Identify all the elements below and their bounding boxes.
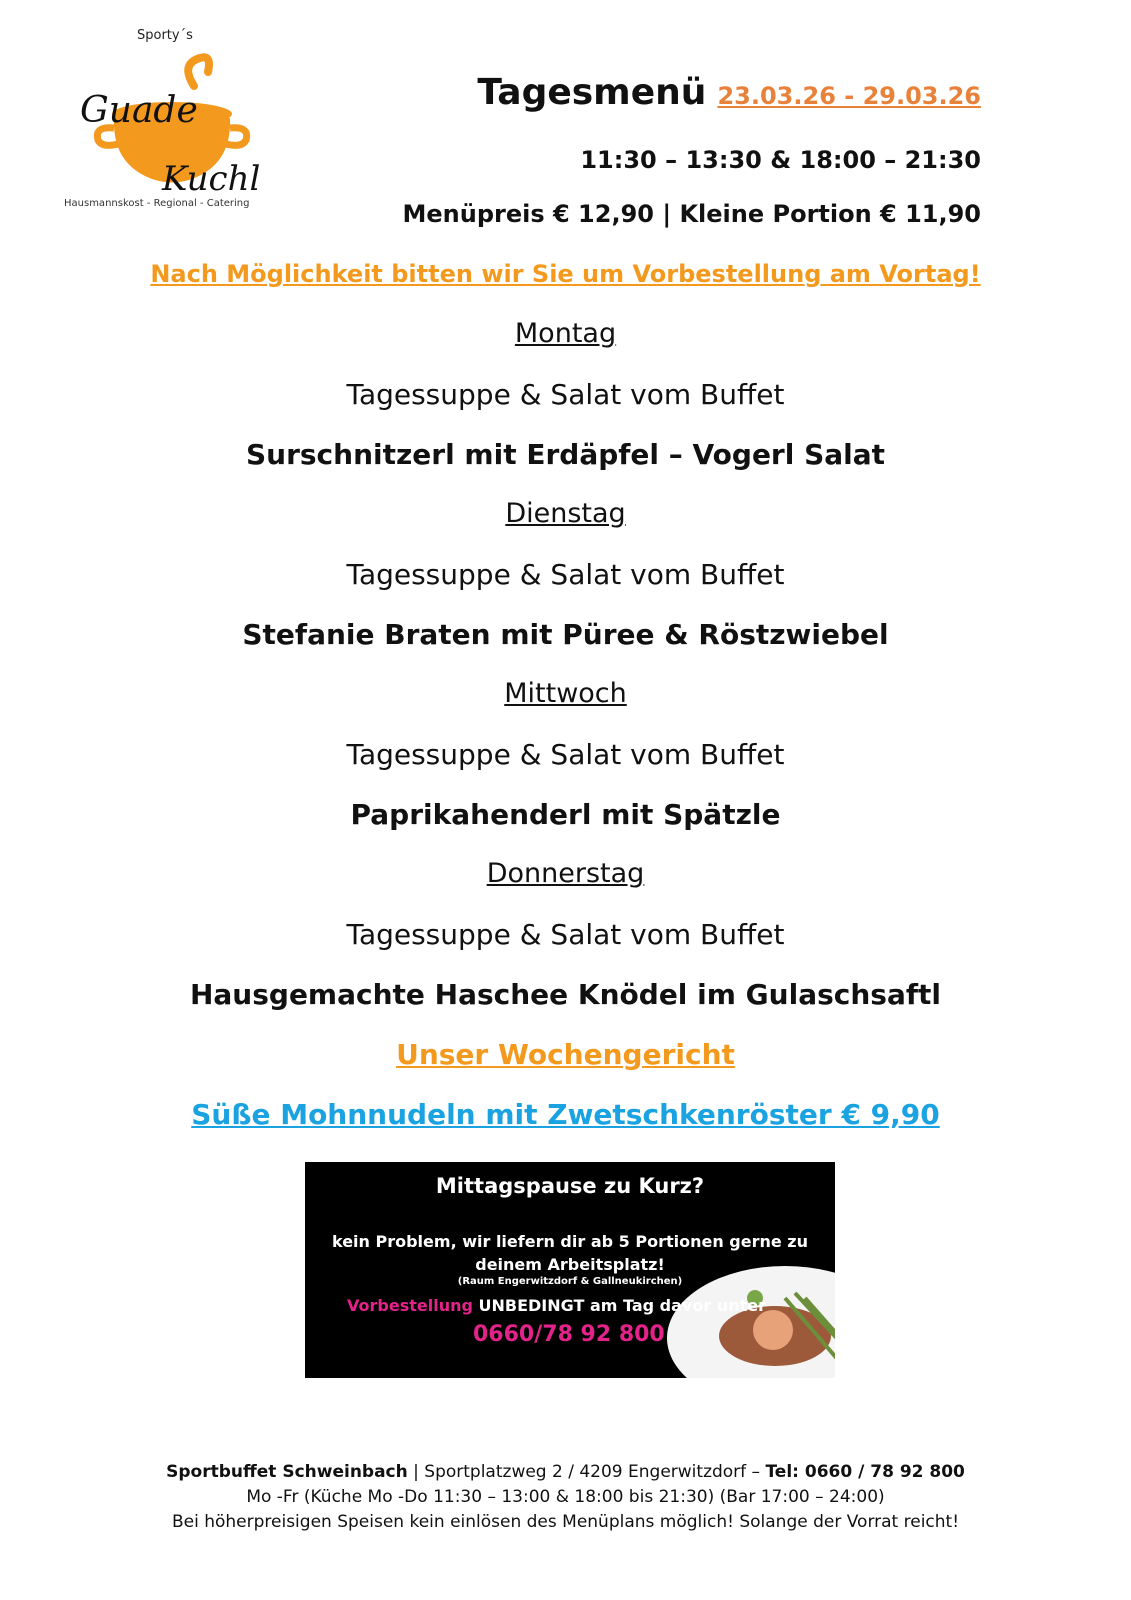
weekly-dish: Süße Mohnnudeln mit Zwetschkenröster € 9,90 <box>191 1098 940 1131</box>
footer-address: | Sportplatzweg 2 / 4209 Engerwitzdorf – <box>407 1462 766 1482</box>
logo-kuchl: Kuchl <box>162 159 261 194</box>
logo-tagline: Hausmannskost - Regional - Catering <box>64 198 250 209</box>
footer-line1 <box>0 1462 1131 1482</box>
day-heading: Mittwoch <box>504 678 627 709</box>
date-range: 23.03.26 - 29.03.26 <box>717 82 981 110</box>
day-soup: Tagessuppe & Salat vom Buffet <box>346 918 785 951</box>
banner-order-word: Vorbestellung <box>347 1296 473 1315</box>
banner-phone: 0660/78 92 800 <box>473 1322 665 1347</box>
cooking-pot-icon <box>62 44 267 194</box>
footer-line2: Mo -Fr (Küche Mo -Do 11:30 – 13:00 & 18:00 bis 21:30) (Bar 17:00 – 24:00) <box>246 1487 885 1507</box>
banner-order-rest: UNBEDINGT am Tag davor unter <box>472 1296 766 1315</box>
header-title-row <box>477 72 981 113</box>
day-soup: Tagessuppe & Salat vom Buffet <box>346 738 785 771</box>
banner-line2: deinem Arbeitsplatz! <box>475 1255 665 1274</box>
day-dish: Stefanie Braten mit Püree & Röstzwiebel <box>242 618 889 651</box>
day-heading: Dienstag <box>505 498 626 529</box>
banner-order-line <box>347 1296 766 1315</box>
menu-price: Menüpreis € 12,90 | Kleine Portion € 11,90 <box>402 200 981 228</box>
day-soup: Tagessuppe & Salat vom Buffet <box>346 558 785 591</box>
logo-guade: Guade <box>80 90 198 131</box>
day-dish: Paprikahenderl mit Spätzle <box>350 798 781 831</box>
day-dish: Hausgemachte Haschee Knödel im Gulaschsaftl <box>189 978 942 1011</box>
food-plate-icon <box>665 1258 835 1378</box>
preorder-notice: Nach Möglichkeit bitten wir Sie um Vorbestellung am Vortag! <box>150 260 981 288</box>
footer-tel: Tel: 0660 / 78 92 800 <box>765 1462 965 1482</box>
opening-hours: 11:30 – 13:30 & 18:00 – 21:30 <box>580 146 981 174</box>
banner-line1: kein Problem, wir liefern dir ab 5 Portionen gerne zu <box>331 1232 808 1251</box>
weekly-heading: Unser Wochengericht <box>396 1038 735 1071</box>
day-dish: Surschnitzerl mit Erdäpfel – Vogerl Salat <box>245 438 886 471</box>
banner-title: Mittagspause zu Kurz? <box>435 1174 705 1198</box>
day-heading: Montag <box>514 318 617 349</box>
day-heading: Donnerstag <box>486 858 645 889</box>
day-soup: Tagessuppe & Salat vom Buffet <box>346 378 785 411</box>
banner-area: (Raum Engerwitzdorf & Gallneukirchen) <box>457 1276 683 1287</box>
logo <box>62 26 267 216</box>
delivery-banner <box>305 1162 835 1378</box>
footer-line3: Bei höherpreisigen Speisen kein einlösen des Menüplans möglich! Solange der Vorrat reicht! <box>171 1512 960 1532</box>
logo-sporty: Sporty´s <box>137 28 193 43</box>
footer-name: Sportbuffet Schweinbach <box>166 1462 408 1482</box>
page-title: Tagesmenü <box>477 72 707 113</box>
